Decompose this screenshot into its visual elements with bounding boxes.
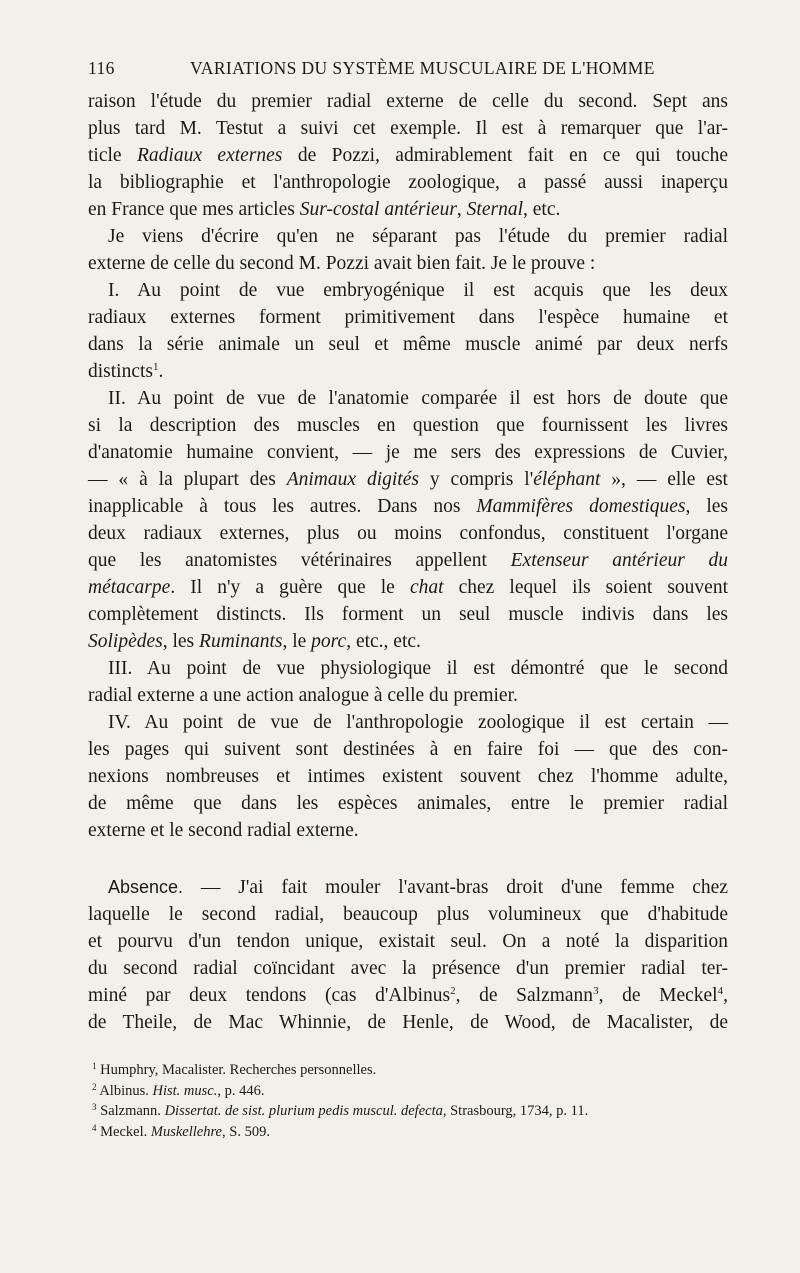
text-line: de même que dans les espèces animales, entre le premier radial	[88, 793, 728, 814]
text-line: Solipèdes, les Ruminants, le porc, etc., etc.	[88, 631, 421, 652]
footnote: $^2$ Albinus. Hist. musc., p. 446.	[92, 1081, 265, 1099]
running-title: VARIATIONS DU SYSTÈME MUSCULAIRE DE L'HOMME	[190, 58, 655, 78]
text-line: et pourvu d'un tendon unique, existait seul. On a noté la disparition	[88, 931, 728, 952]
text-line: externe de celle du second M. Pozzi avait bien fait. Je le prouve :	[88, 253, 596, 274]
text-line: miné par deux tendons (cas d'Albinus$^2$, de Salzmann$^3$, de Meckel$^4$,	[88, 985, 728, 1006]
footnote: $^4$ Meckel. Muskellehre, S. 509.	[92, 1122, 270, 1140]
page-number: 116	[88, 58, 115, 78]
body-text	[88, 88, 728, 1036]
text-line: laquelle le second radial, beaucoup plus volumineux que d'habitude	[88, 904, 728, 925]
text-line: du second radial coïncidant avec la présence d'un premier radial ter-	[88, 958, 728, 979]
italic-term: porc	[311, 631, 347, 652]
italic-term: Solipèdes	[88, 631, 163, 652]
italic-term: Animaux digités	[286, 469, 419, 490]
footnote-ref: 4	[717, 985, 724, 997]
text-line: ticle Radiaux externes de Pozzi, admirablement fait en ce qui touche	[88, 145, 728, 166]
text-line: deux radiaux externes, plus ou moins confondus, constituent l'organe	[88, 523, 728, 544]
text-line: radiaux externes forment primitivement dans l'espèce humaine et	[88, 307, 728, 328]
text-line: d'anatomie humaine convient, — je me sers des expressions de Cuvier,	[88, 442, 728, 463]
text-line: II. Au point de vue de l'anatomie comparée il est hors de doute que	[108, 388, 728, 409]
text-line: complètement distincts. Ils forment un seul muscle indivis dans les	[88, 604, 728, 625]
text-line: Je viens d'écrire qu'en ne séparant pas l'étude du premier radial	[108, 226, 728, 247]
footnote-ref: 2	[450, 985, 456, 997]
text-line: externe et le second radial externe.	[88, 820, 359, 841]
text-line: radial externe a une action analogue à celle du premier.	[88, 685, 518, 706]
text-line: dans la série animale un seul et même muscle animé par deux nerfs	[88, 334, 728, 355]
section-gap	[88, 844, 728, 874]
italic-title: Sur-costal antérieur	[299, 199, 457, 220]
italic-term: éléphant	[533, 469, 601, 490]
italic-term: Extenseur antérieur du	[510, 550, 728, 571]
italic-term: chat	[409, 577, 444, 598]
text-line: nexions nombreuses et intimes existent souvent chez l'homme adulte,	[88, 766, 728, 787]
text-line: I. Au point de vue embryogénique il est acquis que les deux	[108, 280, 728, 301]
italic-title: Sternal	[466, 199, 524, 220]
text-line: distincts$^1$.	[88, 361, 164, 382]
text-line: si la description des muscles en question que fournissent les livres	[88, 415, 728, 436]
footnote: $^3$ Salzmann. Dissertat. de sist. plurium pedis muscul. defecta, Strasbourg, 1734, p. 11.	[92, 1102, 589, 1119]
text-line: en France que mes articles Sur-costal antérieur, Sternal, etc.	[88, 199, 561, 220]
footnotes	[92, 1060, 732, 1142]
italic-term: métacarpe	[88, 577, 171, 598]
footnote: $^1$ Humphry, Macalister. Recherches personnelles.	[92, 1061, 377, 1078]
footnote-ref: 3	[593, 985, 599, 997]
text-line: les pages qui suivent sont destinées à en faire foi — que des con-	[88, 739, 728, 760]
italic-title: Radiaux externes	[137, 145, 283, 166]
text-line: métacarpe. Il n'y a guère que le chat chez lequel ils soient souvent	[88, 577, 728, 598]
italic-term: Mammifères domestiques	[476, 496, 686, 517]
running-head	[88, 58, 728, 84]
text-line: plus tard M. Testut a suivi cet exemple. Il est à remarquer que l'ar-	[88, 118, 728, 139]
section-heading: Absence.	[108, 877, 184, 897]
text-line: de Theile, de Mac Whinnie, de Henle, de Wood, de Macalister, de	[88, 1012, 728, 1033]
text-line: Absence. — J'ai fait mouler l'avant-bras droit d'une femme chez	[108, 877, 728, 898]
text-line: inapplicable à tous les autres. Dans nos Mammifères domestiques, les	[88, 496, 728, 517]
text-line: III. Au point de vue physiologique il est démontré que le second	[108, 658, 728, 679]
text-line: — « à la plupart des Animaux digités y compris l'éléphant », — elle est	[88, 469, 728, 490]
italic-term: Ruminants	[199, 631, 283, 652]
text-line: IV. Au point de vue de l'anthropologie zoologique il est certain —	[108, 712, 728, 733]
text-line: la bibliographie et l'anthropologie zoologique, a passé aussi inaperçu	[88, 172, 728, 193]
footnote-ref: 1	[153, 361, 159, 373]
text-line: que les anatomistes vétérinaires appellent Extenseur antérieur du	[88, 550, 728, 571]
text-line: raison l'étude du premier radial externe de celle du second. Sept ans	[88, 91, 728, 112]
